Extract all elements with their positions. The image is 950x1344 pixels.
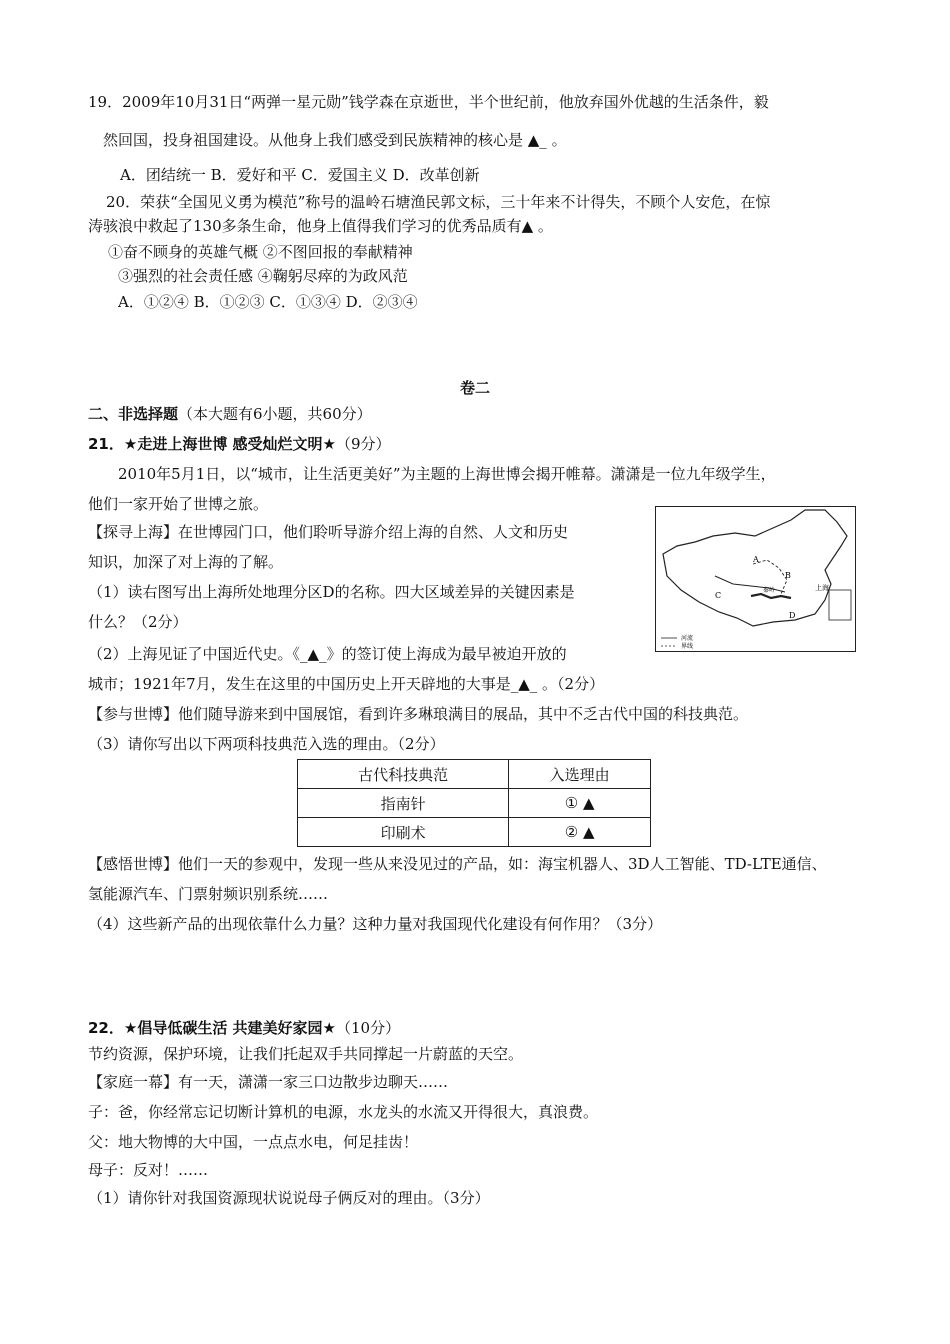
q21-join: 【参与世博】他们随导游来到中国展馆，看到许多琳琅满目的展品，其中不乏古代中国的科技典范。 — [88, 705, 749, 723]
table-cell: 指南针 — [298, 789, 509, 818]
map-label-b: B — [785, 571, 791, 580]
q21-intro-line1: 2010年5月1日，以“城市，让生活更美好”为主题的上海世博会揭开帷幕。潇潇是一位九年级学生， — [118, 465, 776, 483]
table-cell: 印刷术 — [298, 818, 509, 847]
q20-stem-line2: 涛骇浪中救起了130多条生命，他身上值得我们学习的优秀品质有▲ 。 — [88, 217, 553, 235]
section-heading: 二、非选择题 — [88, 405, 179, 423]
q21-sub1-line2: 什么？（2分） — [88, 613, 188, 631]
q21-sub1-line1: （1）读右图写出上海所处地理分区D的名称。四大区域差异的关键因素是 — [88, 583, 575, 601]
section-title: 卷二 — [459, 379, 490, 397]
table-row — [298, 818, 651, 847]
q21-feel-line2: 氢能源汽车、门票射频识别系统…… — [88, 885, 329, 903]
map-label-c: C — [715, 591, 722, 600]
legend-river-label: 河流 — [681, 635, 694, 642]
q20-options: A．①②④ B．①②③ C．①③④ D．②③④ — [118, 293, 418, 311]
q21-title-line — [88, 434, 391, 454]
q22-intro: 节约资源，保护环境，让我们托起双手共同撑起一片蔚蓝的天空。 — [88, 1045, 524, 1063]
q21-title: 21．★走进上海世博 感受灿烂文明★ — [88, 435, 336, 453]
china-region-map — [655, 506, 856, 652]
section-heading-note: （本大题有6小题，共60分） — [178, 405, 372, 423]
q21-sub2-line2: 城市；1921年7月，发生在这里的中国历史上开天辟地的大事是_▲_ 。（2分） — [88, 675, 605, 693]
legend-boundary-label: 界线 — [681, 643, 694, 650]
q19-stem-line1: 19．2009年10月31日“两弹一星元勋”钱学森在京逝世，半个世纪前，他放弃国外优越的生活条件，毅 — [88, 93, 769, 111]
q22-sub1: （1）请你针对我国资源现状说说母子俩反对的理由。（3分） — [88, 1189, 490, 1207]
q21-explore-line2: 知识，加深了对上海的了解。 — [88, 553, 284, 571]
science-table — [297, 759, 651, 847]
q19-options: A．团结统一 B．爱好和平 C．爱国主义 D．改革创新 — [120, 166, 480, 184]
q20-stem-line1: 20．荣获“全国见义勇为模范”称号的温岭石塘渔民郭文标，三十年来不计得失，不顾个人安危，在惊 — [106, 193, 771, 211]
map-label-qinling: 秦岭 — [763, 587, 776, 594]
map-label-a: A — [753, 555, 759, 564]
table-row — [298, 789, 651, 818]
section-heading-line — [88, 404, 372, 424]
q21-points: （9分） — [336, 435, 391, 453]
q20-items-row1: ①奋不顾身的英雄气概 ②不图回报的奉献精神 — [108, 243, 413, 261]
q22-son: 子：爸，你经常忘记切断计算机的电源，水龙头的水流又开得很大，真浪费。 — [88, 1103, 599, 1121]
q20-items-row2: ③强烈的社会责任感 ④鞠躬尽瘁的为政风范 — [118, 267, 408, 285]
q21-sub2-line1: （2）上海见证了中国近代史。《_▲_》的签订使上海成为最早被迫开放的 — [88, 645, 567, 663]
table-cell: ① ▲ — [509, 789, 651, 818]
q22-title: 22．★倡导低碳生活 共建美好家园★ — [88, 1019, 336, 1037]
q21-sub4: （4）这些新产品的出现依靠什么力量？这种力量对我国现代化建设有何作用？（3分） — [88, 915, 663, 933]
q19-stem-line2: 然回国，投身祖国建设。从他身上我们感受到民族精神的核心是 ▲_ 。 — [103, 131, 567, 149]
q21-intro-line2: 他们一家开始了世博之旅。 — [88, 495, 269, 513]
map-frame — [656, 507, 856, 652]
map-label-d: D — [789, 611, 796, 620]
table-cell: ② ▲ — [509, 818, 651, 847]
table-header-row — [298, 760, 651, 789]
q22-title-line — [88, 1018, 400, 1038]
q21-feel-line1: 【感悟世博】他们一天的参观中，发现一些从来没见过的产品，如：海宝机器人、3D人工智能、TD-LTE通信、 — [88, 855, 827, 873]
q22-family: 【家庭一幕】有一天，潇潇一家三口边散步边聊天…… — [88, 1073, 449, 1091]
table-header-cell: 入选理由 — [509, 760, 651, 789]
q22-points: （10分） — [336, 1019, 401, 1037]
q21-sub3: （3）请你写出以下两项科技典范入选的理由。（2分） — [88, 735, 445, 753]
q22-mother-son: 母子：反对！…… — [88, 1161, 209, 1179]
q21-explore-line1: 【探寻上海】在世博园门口，他们聆听导游介绍上海的自然、人文和历史 — [88, 523, 569, 541]
map-label-shanghai: 上海 — [815, 584, 829, 592]
q22-father: 父：地大物博的大中国，一点点水电，何足挂齿！ — [88, 1133, 419, 1151]
table-header-cell: 古代科技典范 — [298, 760, 509, 789]
